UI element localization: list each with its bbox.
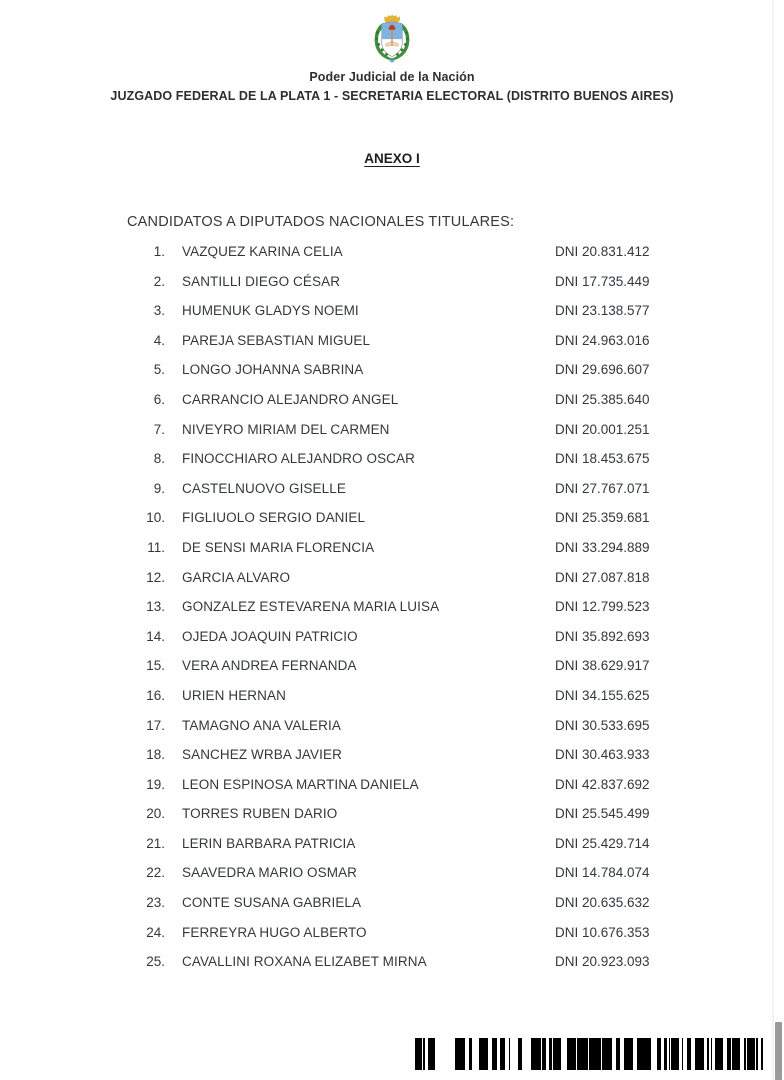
annex-title: ANEXO I	[364, 151, 420, 166]
argentina-coat-of-arms-icon	[369, 14, 415, 66]
candidate-name: TORRES RUBEN DARIO	[182, 806, 338, 822]
section-heading: CANDIDATOS A DIPUTADOS NACIONALES TITULARES:	[127, 214, 515, 230]
candidate-index: 1.	[153, 244, 165, 259]
candidate-index: 15.	[146, 658, 165, 674]
candidate-index: 13.	[146, 599, 165, 615]
candidate-index: 17.	[146, 717, 165, 733]
candidate-dni: DNI 25.429.714	[555, 835, 650, 851]
candidate-index: 9.	[153, 480, 165, 496]
candidate-index: 19.	[146, 776, 165, 792]
candidate-index: 10.	[146, 510, 165, 526]
candidate-name: FIGLIUOLO SERGIO DANIEL	[182, 510, 366, 526]
document-barcode-icon	[415, 1038, 765, 1070]
candidate-dni: DNI 20.635.632	[555, 895, 650, 911]
scrollbar-track[interactable]	[774, 0, 784, 1080]
candidate-name: SANTILLI DIEGO CÉSAR	[182, 273, 341, 289]
candidate-dni: DNI 42.837.692	[555, 776, 650, 792]
candidate-dni: DNI 25.385.640	[555, 391, 650, 407]
candidate-name: DE SENSI MARIA FLORENCIA	[182, 539, 375, 555]
candidate-dni: DNI 25.359.681	[555, 510, 650, 526]
candidate-row	[127, 422, 687, 452]
candidate-index: 5.	[153, 362, 165, 378]
candidate-name: FERREYRA HUGO ALBERTO	[182, 924, 367, 940]
candidate-dni: DNI 20.923.093	[555, 954, 650, 970]
candidate-dni: DNI 30.533.695	[555, 717, 650, 733]
candidate-index: 12.	[146, 569, 165, 585]
candidate-index: 24.	[146, 924, 165, 940]
candidate-row	[127, 895, 687, 925]
candidate-name: PAREJA SEBASTIAN MIGUEL	[182, 332, 371, 348]
candidate-row	[127, 747, 687, 777]
candidate-index: 23.	[146, 895, 165, 911]
candidate-dni: DNI 17.735.449	[555, 273, 650, 289]
candidate-dni: DNI 27.767.071	[555, 480, 650, 496]
candidate-index: 20.	[146, 806, 165, 822]
candidate-name: HUMENUK GLADYS NOEMI	[182, 303, 359, 319]
candidate-list	[127, 244, 687, 984]
candidate-row	[127, 599, 687, 629]
candidate-row	[127, 629, 687, 659]
candidate-dni: DNI 10.676.353	[555, 924, 650, 940]
candidate-name: CAVALLINI ROXANA ELIZABET MIRNA	[182, 954, 427, 970]
candidate-row	[127, 392, 687, 422]
candidate-name: LONGO JOHANNA SABRINA	[182, 362, 364, 378]
candidate-dni: DNI 12.799.523	[555, 599, 650, 615]
candidate-dni: DNI 23.138.577	[555, 303, 650, 319]
candidate-name: VERA ANDREA FERNANDA	[182, 658, 357, 674]
candidate-index: 4.	[153, 332, 165, 348]
candidate-dni: DNI 20.001.251	[555, 421, 650, 437]
candidate-row	[127, 510, 687, 540]
candidate-name: GONZALEZ ESTEVARENA MARIA LUISA	[182, 599, 440, 615]
candidate-name: VAZQUEZ KARINA CELIA	[182, 244, 343, 259]
candidate-name: LERIN BARBARA PATRICIA	[182, 835, 356, 851]
candidate-row	[127, 925, 687, 955]
candidate-index: 25.	[146, 954, 165, 970]
candidate-index: 11.	[147, 539, 165, 555]
candidate-dni: DNI 25.545.499	[555, 806, 650, 822]
candidate-row	[127, 836, 687, 866]
candidate-row	[127, 658, 687, 688]
candidate-row	[127, 274, 687, 304]
candidate-row	[127, 303, 687, 333]
candidate-row	[127, 688, 687, 718]
scrollbar-thumb[interactable]	[775, 1022, 782, 1080]
candidate-row	[127, 244, 687, 274]
candidate-row	[127, 806, 687, 836]
candidate-name: FINOCCHIARO ALEJANDRO OSCAR	[182, 451, 415, 467]
candidate-dni: DNI 35.892.693	[555, 628, 650, 644]
candidate-dni: DNI 29.696.607	[555, 362, 650, 378]
candidate-dni: DNI 24.963.016	[555, 332, 650, 348]
candidate-row	[127, 451, 687, 481]
header-institution: Poder Judicial de la Nación	[309, 70, 475, 84]
candidate-name: SANCHEZ WRBA JAVIER	[182, 747, 342, 763]
candidate-dni: DNI 30.463.933	[555, 747, 650, 763]
candidate-row	[127, 333, 687, 363]
candidate-row	[127, 481, 687, 511]
candidate-index: 21.	[146, 835, 165, 851]
candidate-row	[127, 954, 687, 984]
candidate-row	[127, 570, 687, 600]
candidate-dni: DNI 18.453.675	[555, 451, 650, 467]
candidate-index: 18.	[146, 747, 165, 763]
candidate-name: CARRANCIO ALEJANDRO ANGEL	[182, 391, 399, 407]
candidate-index: 7.	[153, 421, 165, 437]
candidate-dni: DNI 34.155.625	[555, 687, 650, 703]
candidate-dni: DNI 38.629.917	[555, 658, 650, 674]
candidate-dni: DNI 20.831.412	[555, 244, 650, 259]
candidate-name: GARCIA ALVARO	[182, 569, 291, 585]
candidate-name: CONTE SUSANA GABRIELA	[182, 895, 362, 911]
barcode-area	[415, 1038, 765, 1080]
candidate-name: SAAVEDRA MARIO OSMAR	[182, 865, 358, 881]
candidate-index: 22.	[146, 865, 165, 881]
candidate-name: OJEDA JOAQUIN PATRICIO	[182, 628, 358, 644]
candidate-row	[127, 718, 687, 748]
candidate-row	[127, 362, 687, 392]
candidate-index: 16.	[146, 687, 165, 703]
candidate-row	[127, 777, 687, 807]
candidate-name: CASTELNUOVO GISELLE	[182, 480, 346, 496]
candidate-dni: DNI 14.784.074	[555, 865, 650, 881]
candidate-dni: DNI 33.294.889	[555, 539, 650, 555]
candidate-index: 8.	[153, 451, 165, 467]
header-court: JUZGADO FEDERAL DE LA PLATA 1 - SECRETARIA ELECTORAL (DISTRITO BUENOS AIRES)	[110, 89, 674, 103]
candidate-name: TAMAGNO ANA VALERIA	[182, 717, 341, 733]
candidate-dni: DNI 27.087.818	[555, 569, 650, 585]
candidate-row	[127, 540, 687, 570]
candidate-index: 2.	[153, 273, 165, 289]
document-header	[0, 0, 784, 103]
candidate-index: 14.	[146, 628, 165, 644]
candidate-name: LEON ESPINOSA MARTINA DANIELA	[182, 776, 419, 792]
candidate-name: URIEN HERNAN	[182, 687, 286, 703]
candidate-name: NIVEYRO MIRIAM DEL CARMEN	[182, 421, 390, 437]
candidate-index: 6.	[153, 391, 165, 407]
candidate-row	[127, 865, 687, 895]
candidate-index: 3.	[153, 303, 165, 319]
